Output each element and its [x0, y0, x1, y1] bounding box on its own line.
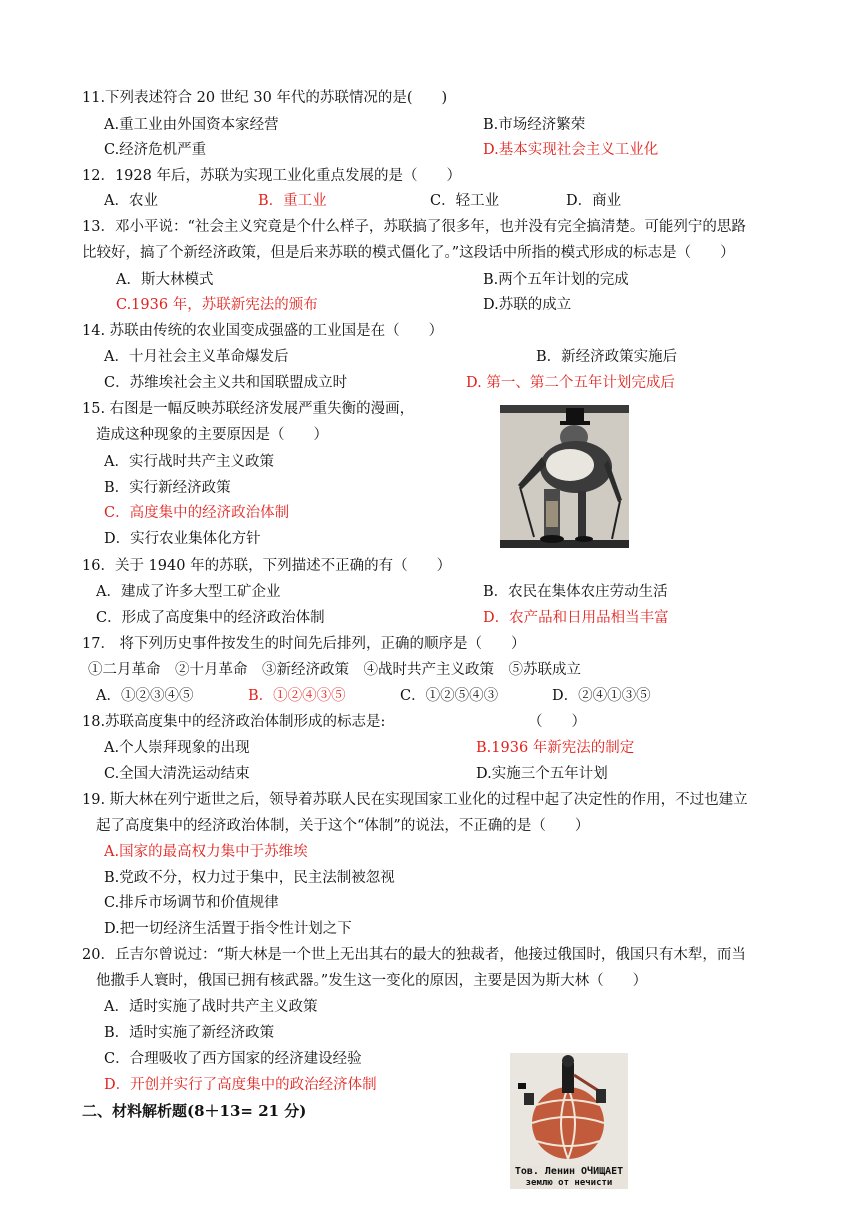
q14-stem: 14. 苏联由传统的农业国变成强盛的工业国是在（ ） [82, 323, 444, 339]
q11-option-d-answer: D.基本实现社会主义工业化 [483, 142, 659, 158]
q12-option-a: A．农业 [104, 193, 158, 209]
q16-option-c: C．形成了高度集中的经济政治体制 [96, 610, 325, 626]
q18-option-d: D.实施三个五年计划 [476, 766, 608, 782]
q18-option-a: A.个人崇拜现象的出现 [104, 740, 250, 756]
q11-option-a: A.重工业由外国资本家经营 [104, 117, 279, 133]
q13-option-a: A．斯大林模式 [116, 272, 214, 288]
q17-items: ①二月革命 ②十月革命 ③新经济政策 ④战时共产主义政策 ⑤苏联成立 [88, 662, 581, 678]
q17-option-d: D．②④①③⑤ [552, 688, 651, 704]
poster-caption-line1: Тов. Ленин ОЧИЩАЕТ [514, 1166, 624, 1177]
q19-option-d: D.把一切经济生活置于指令性计划之下 [104, 921, 352, 937]
q20-option-b: B．适时实施了新经济政策 [104, 1025, 275, 1041]
q19-option-b: B.党政不分，权力过于集中，民主法制被忽视 [104, 870, 395, 886]
q18-option-b-answer: B.1936 年新宪法的制定 [476, 740, 635, 756]
q12-option-d: D．商业 [566, 193, 622, 209]
q20-stem-line2: 他撒手人寰时，俄国已拥有核武器。”发生这一变化的原因，主要是因为斯大林（ ） [96, 973, 648, 989]
poster-caption-line2: землю от нечисти [525, 1178, 613, 1188]
q16-option-b: B．农民在集体农庄劳动生活 [483, 584, 668, 600]
q14-option-c: C．苏维埃社会主义共和国联盟成立时 [104, 375, 348, 391]
q14-option-d-answer: D. 第一、第二个五年计划完成后 [466, 375, 675, 391]
q14-option-b: B．新经济政策实施后 [536, 349, 678, 365]
q20-stem-line1: 20．丘吉尔曾说过：“斯大林是一个世上无出其右的最大的独裁者，他接过俄国时，俄国只有木犁，而当 [82, 947, 746, 963]
q11-option-b: B.市场经济繁荣 [483, 117, 586, 133]
q15-option-b: B．实行新经济政策 [104, 480, 231, 496]
q19-option-a-answer: A.国家的最高权力集中于苏维埃 [104, 844, 308, 860]
lenin-poster-image [510, 1053, 628, 1189]
q15-option-a: A．实行战时共产主义政策 [104, 454, 274, 470]
cartoon-image [500, 405, 629, 548]
q15-stem-line2: 造成这种现象的主要原因是（ ） [96, 427, 328, 443]
q13-stem-line1: 13．邓小平说：“社会主义究竟是个什么样子，苏联搞了很多年，也并没有完全搞清楚。可能列宁的思路 [82, 219, 746, 235]
q11-stem: 11.下列表述符合 20 世纪 30 年代的苏联情况的是( ) [82, 90, 448, 106]
q17-stem: 17． 将下列历史事件按发生的时间先后排列，正确的顺序是（ ） [82, 636, 526, 652]
q12-option-c: C．轻工业 [430, 193, 500, 209]
q19-stem-line1: 19. 斯大林在列宁逝世之后，领导着苏联人民在实现国家工业化的过程中起了决定性的作用，不过也建立 [82, 792, 748, 808]
q13-option-c-answer: C.1936 年，苏联新宪法的颁布 [116, 297, 318, 313]
q16-option-a: A．建成了许多大型工矿企业 [96, 584, 281, 600]
q16-stem: 16．关于 1940 年的苏联，下列描述不正确的有（ ） [82, 558, 452, 574]
q14-option-a: A．十月社会主义革命爆发后 [104, 349, 289, 365]
section2-title: 二、材料解析题(8＋13= 21 分) [82, 1102, 307, 1120]
q19-option-c: C.排斥市场调节和价值规律 [104, 895, 279, 911]
q16-option-d-answer: D．农产品和日用品相当丰富 [483, 610, 669, 626]
q15-option-c-answer: C．高度集中的经济政治体制 [104, 505, 290, 521]
q20-option-c: C．合理吸收了西方国家的经济建设经验 [104, 1051, 362, 1067]
q15-stem-line1: 15. 右图是一幅反映苏联经济发展严重失衡的漫画， [82, 401, 415, 417]
q15-option-d: D．实行农业集体化方针 [104, 531, 261, 547]
q13-option-d: D.苏联的成立 [483, 297, 572, 313]
q12-stem: 12．1928 年后，苏联为实现工业化重点发展的是（ ） [82, 168, 461, 184]
q17-option-a: A．①②③④⑤ [96, 688, 194, 704]
q17-option-c: C．①②⑤④③ [400, 688, 499, 704]
q13-option-b: B.两个五年计划的完成 [483, 272, 629, 288]
q18-option-c: C.全国大清洗运动结束 [104, 766, 250, 782]
q18-stem: 18.苏联高度集中的经济政治体制形成的标志是: [82, 714, 386, 730]
q20-option-d-answer: D．开创并实行了高度集中的政治经济体制 [104, 1077, 377, 1093]
q12-option-b-answer: B．重工业 [258, 193, 327, 209]
q13-stem-line2: 比较好，搞了个新经济政策，但是后来苏联的模式僵化了。”这段话中所指的模式形成的标志是（ ） [82, 245, 735, 261]
q19-stem-line2: 起了高度集中的经济政治体制，关于这个“体制”的说法，不正确的是（ ） [96, 818, 590, 834]
q20-option-a: A．适时实施了战时共产主义政策 [104, 999, 318, 1015]
q11-option-c: C.经济危机严重 [104, 142, 207, 158]
q17-option-b-answer: B．①②④③⑤ [248, 688, 346, 704]
q18-answer-paren: （ ） [528, 714, 586, 730]
